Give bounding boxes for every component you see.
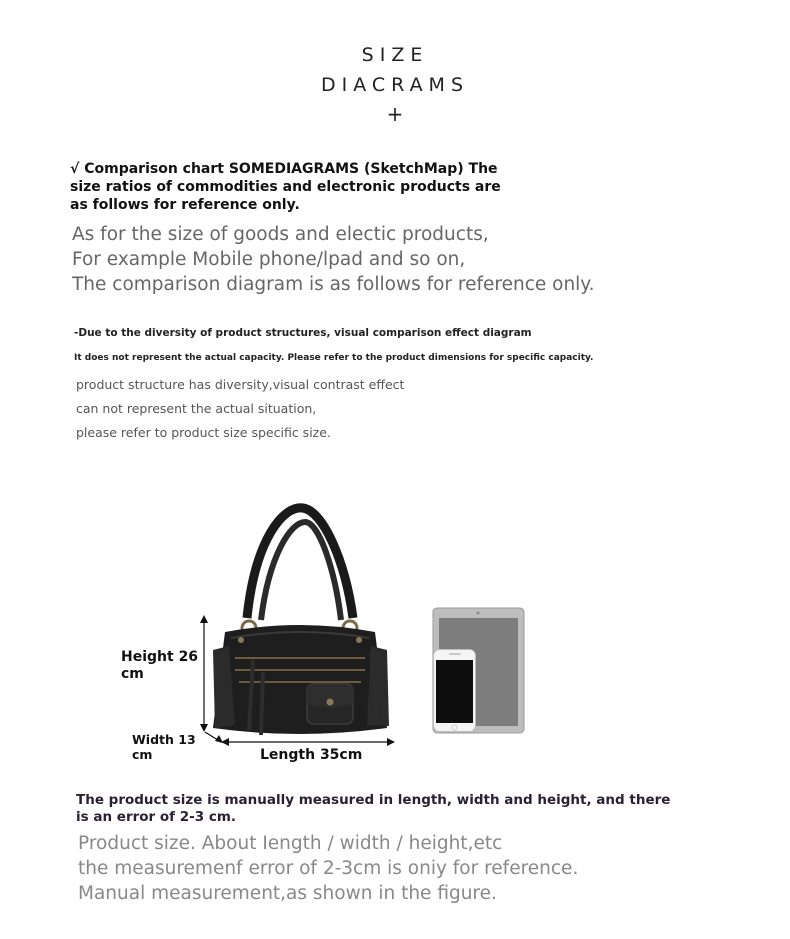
intro-line-1: As for the size of goods and electic products, xyxy=(72,224,489,245)
intro-line-2: For example Mobile phone/lpad and so on, xyxy=(72,249,466,270)
intro-bold-text: √ Comparison chart SOMEDIAGRAMS (SketchMap) The size ratios of commodities and electronic products are as follows for reference only. xyxy=(70,161,501,213)
disclaimer-line-2: can not represent the actual situation, xyxy=(76,401,317,416)
title-line-2: DIACRAMS xyxy=(320,74,470,96)
dimension-arrows xyxy=(195,615,410,750)
footer-bold-text: The product size is manually measured in length, width and height, and there is an error of 2-3 cm. xyxy=(76,792,671,825)
height-label: Height 26 cm xyxy=(121,649,199,682)
title-line-1: SIZE xyxy=(361,44,429,66)
footer-line-2: the measuremenf error of 2-3cm is oniy for reference. xyxy=(78,858,579,879)
intro-line-3: The comparison diagram is as follows for reference only. xyxy=(72,274,595,295)
disclaimer-bold-line-1: -Due to the diversity of product structures, visual comparison effect diagram xyxy=(74,327,532,339)
phone-icon xyxy=(432,648,478,734)
disclaimer-line-1: product structure has diversity,visual contrast effect xyxy=(76,377,405,392)
footer-line-1: Product size. About Iength / width / height,etc xyxy=(78,833,503,854)
plus-symbol: + xyxy=(386,102,404,126)
width-label: Width 13 cm xyxy=(132,732,196,762)
disclaimer-line-3: please refer to product size specific size. xyxy=(76,425,331,440)
footer-line-3: Manual measurement,as shown in the figure. xyxy=(78,883,497,904)
disclaimer-bold-line-2: It does not represent the actual capacity. Please refer to the product dimensions for specific capacity. xyxy=(74,353,594,363)
length-label: Length 35cm xyxy=(260,747,363,763)
